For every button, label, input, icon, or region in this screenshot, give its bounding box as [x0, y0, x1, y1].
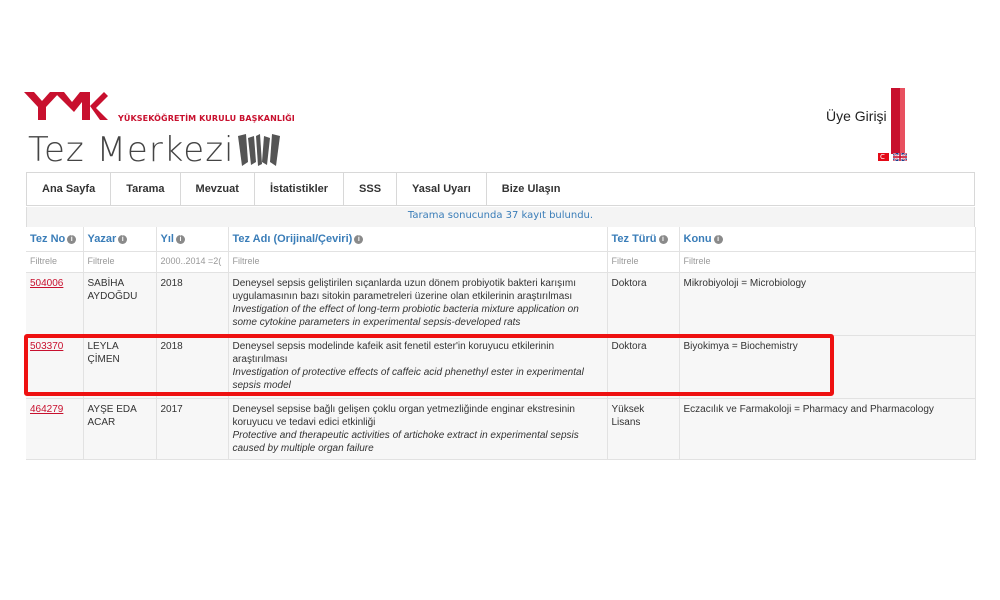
ribbon-icon — [891, 88, 905, 154]
header-label: Konu — [683, 233, 712, 245]
cell-author: AYŞE EDA ACAR — [83, 399, 156, 460]
info-icon[interactable]: i — [118, 235, 127, 244]
member-login-link[interactable]: Üye Girişi — [826, 108, 887, 124]
header-label: Tez Türü — [611, 233, 657, 245]
cell-year: 2017 — [156, 399, 228, 460]
cell-subject: Eczacılık ve Farmakoloji = Pharmacy and Pharmacology — [679, 399, 975, 460]
cell-type: Yüksek Lisans — [607, 399, 679, 460]
cell-thesis-no — [26, 399, 83, 460]
cell-year: 2018 — [156, 336, 228, 399]
cell-subject: Biyokimya = Biochemistry — [679, 336, 975, 399]
cell-thesis-no — [26, 273, 83, 336]
highlight-box — [24, 334, 834, 396]
info-icon[interactable]: i — [176, 235, 185, 244]
table-header-row — [26, 227, 975, 252]
nav-home[interactable]: Ana Sayfa — [27, 173, 111, 205]
info-icon[interactable]: i — [354, 235, 363, 244]
result-summary: Tarama sonucunda 37 kayıt bulundu. — [26, 207, 975, 227]
title-original: Deneysel sepsise bağlı gelişen çoklu organ yetmezliğinde enginar ekstresinin koruyucu ve tedavi edici etkinliği — [232, 404, 575, 428]
info-icon[interactable]: i — [67, 235, 76, 244]
book-icon — [236, 132, 282, 168]
nav-search[interactable]: Tarama — [111, 173, 180, 205]
nav-contact[interactable]: Bize Ulaşın — [501, 183, 561, 195]
thesis-no-link[interactable]: 464279 — [30, 404, 64, 415]
filter-row — [26, 252, 975, 273]
nav-legislation[interactable]: Mevzuat — [181, 173, 255, 205]
info-icon[interactable]: i — [714, 235, 723, 244]
header-thesis-title[interactable] — [228, 227, 607, 252]
cell-title — [228, 273, 607, 336]
yok-logo-icon[interactable] — [24, 92, 108, 120]
header-label: Yıl — [160, 233, 174, 245]
cell-year: 2018 — [156, 273, 228, 336]
nav-statistics[interactable]: İstatistikler — [255, 173, 344, 205]
header-label: Tez No — [30, 233, 66, 245]
title-original: Deneysel sepsis geliştirilen sıçanlarda uzun dönem probiyotik bakteri karışımı uygulamasının bazı sitokin parametreleri üzerine olan etkilerinin araştırılması — [232, 278, 576, 302]
title-translation: Investigation of protective effects of caffeic acid phenethyl ester in experimental sepsis model — [232, 367, 584, 391]
cell-type: Doktora — [607, 336, 679, 399]
cell-author: SABİHA AYDOĞDU — [83, 273, 156, 336]
site-title[interactable]: Tez Merkezi — [28, 130, 235, 170]
filter-type[interactable]: Filtrele — [607, 252, 679, 273]
cell-title — [228, 399, 607, 460]
cell-subject: Mikrobiyoloji = Microbiology — [679, 273, 975, 336]
header-thesis-type[interactable] — [607, 227, 679, 252]
nav-faq[interactable]: SSS — [344, 173, 397, 205]
header-label: Tez Adı (Orijinal/Çeviri) — [232, 233, 353, 245]
filter-thesis-no[interactable]: Filtrele — [26, 252, 83, 273]
title-translation: Protective and therapeutic activities of artichoke extract in experimental sepsis caused by multiple organ failure — [232, 430, 579, 454]
filter-title[interactable]: Filtrele — [228, 252, 607, 273]
filter-year[interactable]: 2000..2014 =2( — [156, 252, 228, 273]
turkish-flag-icon[interactable] — [878, 153, 889, 161]
cell-type: Doktora — [607, 273, 679, 336]
flag-tr-crescent: C — [880, 153, 885, 161]
table-row[interactable] — [26, 273, 975, 336]
table-row[interactable] — [26, 399, 975, 460]
info-icon[interactable]: i — [659, 235, 668, 244]
header-label: Yazar — [87, 233, 117, 245]
title-original: Deneysel sepsis modelinde kafeik asit fenetil ester'in koruyucu etkilerinin araştırılması — [232, 341, 555, 365]
header-thesis-no[interactable] — [26, 227, 83, 252]
nav-legal-warning[interactable]: Yasal Uyarı — [397, 173, 487, 205]
header-author[interactable] — [83, 227, 156, 252]
title-translation: Investigation of the effect of long-term probiotic bacteria mixture application on some cytokine parameters in experimental sepsis-developed rats — [232, 304, 579, 328]
filter-subject[interactable]: Filtrele — [679, 252, 975, 273]
thesis-no-link[interactable]: 504006 — [30, 278, 64, 289]
english-flag-icon[interactable] — [893, 153, 907, 161]
cell-author: LEYLA ÇİMEN — [83, 336, 156, 399]
header-year[interactable] — [156, 227, 228, 252]
header-subject[interactable] — [679, 227, 975, 252]
thesis-no-link[interactable]: 503370 — [30, 341, 64, 352]
org-name: YÜKSEKÖĞRETİM KURULU BAŞKANLIĞI — [118, 114, 295, 123]
filter-author[interactable]: Filtrele — [83, 252, 156, 273]
main-nav — [26, 172, 975, 206]
